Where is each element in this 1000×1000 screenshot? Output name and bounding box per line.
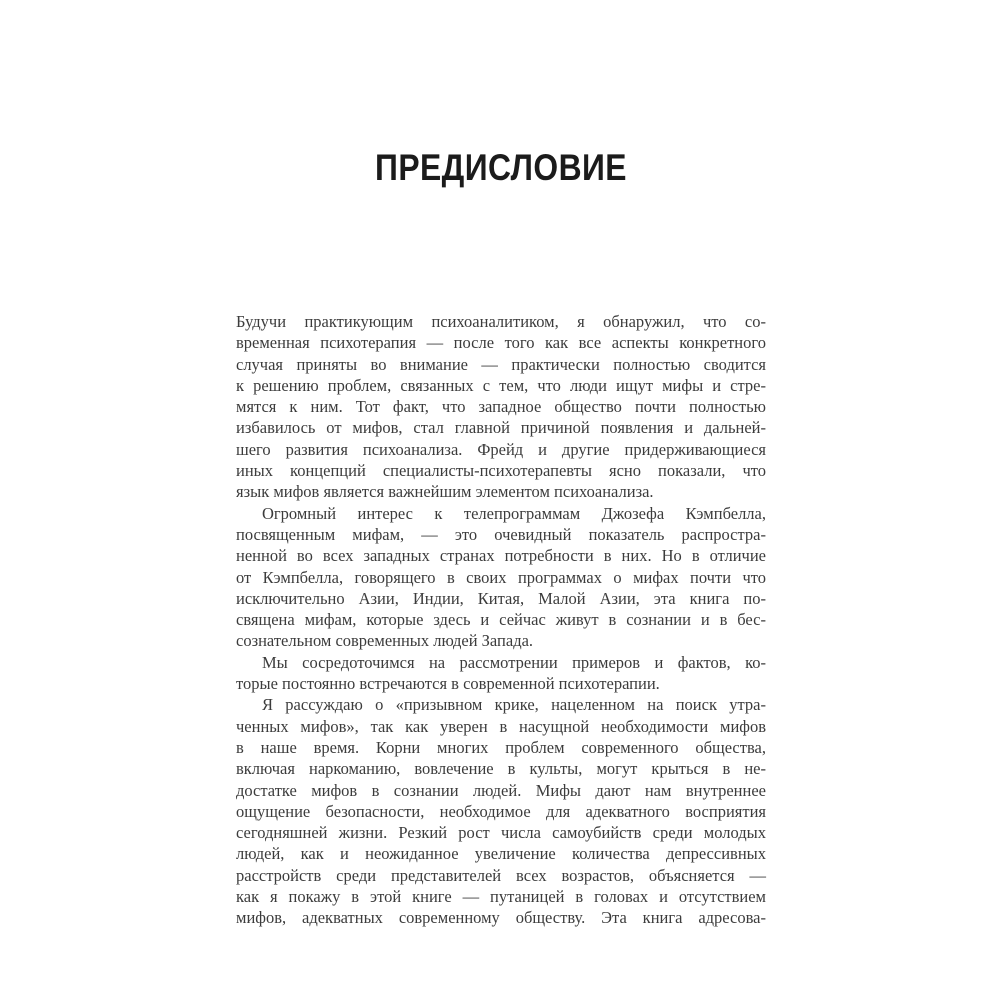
text-line: от Кэмпбелла, говорящего в своих программах о мифах почти что — [236, 567, 766, 587]
text-line: Мы сосредоточимся на рассмотрении примеров и фактов, ко- — [262, 652, 766, 672]
text-line: торые постоянно встречаются в современной психотерапии. — [236, 674, 660, 694]
text-line: язык мифов является важнейшим элементом психоанализа. — [236, 482, 654, 502]
text-line: случая приняты во внимание — практически полностью сводится — [236, 354, 766, 374]
paragraph — [236, 694, 766, 928]
text-line: достатке мифов в сознании людей. Мифы дают нам внутреннее — [236, 780, 766, 800]
text-line: иных концепций специалисты-психотерапевты ясно показали, что — [236, 461, 766, 481]
text-line: временная психотерапия — после того как все аспекты конкретного — [236, 333, 766, 353]
text-line: включая наркоманию, вовлечение в культы, могут крыться в не- — [236, 759, 766, 779]
text-line: мифов, адекватных современному обществу. Эта книга адресова- — [236, 908, 766, 928]
text-line: в наше время. Корни многих проблем современного общества, — [236, 737, 766, 757]
paragraph — [236, 311, 766, 503]
text-line: людей, как и неожиданное увеличение количества депрессивных — [236, 844, 766, 864]
text-line: избавилось от мифов, стал главной причиной появления и дальней- — [236, 418, 766, 438]
text-line: сегодняшней жизни. Резкий рост числа самоубийств среди молодых — [236, 823, 766, 843]
text-line: Будучи практикующим психоаналитиком, я обнаружил, что со- — [236, 312, 766, 331]
text-line: ченных мифов», так как уверен в насущной необходимости мифов — [236, 716, 766, 736]
text-line: ненной во всех западных странах потребности в них. Но в отличие — [236, 546, 766, 566]
body-text-block — [236, 311, 766, 929]
text-line: расстройств среди представителей всех возрастов, объясняется — — [236, 865, 766, 885]
paragraph — [236, 503, 766, 652]
text-line: Я рассуждаю о «призывном крике, нацеленном на поиск утра- — [262, 695, 766, 715]
paragraph — [236, 652, 766, 695]
text-line: священа мифам, которые здесь и сейчас живут в сознании и в бес- — [236, 610, 766, 630]
text-line: мятся к ним. Тот факт, что западное общество почти полностью — [236, 397, 766, 417]
text-line: к решению проблем, связанных с тем, что люди ищут мифы и стре- — [236, 375, 766, 395]
chapter-title: ПРЕДИСЛОВИЕ — [375, 147, 627, 188]
text-line: шего развития психоанализа. Фрейд и другие придерживающиеся — [236, 439, 766, 459]
text-line: Огромный интерес к телепрограммам Джозефа Кэмпбелла, — [262, 503, 766, 523]
text-line: как я покажу в этой книге — путаницей в головах и отсутствием — [236, 887, 766, 907]
text-line: исключительно Азии, Индии, Китая, Малой Азии, эта книга по- — [236, 588, 766, 608]
text-line: ощущение безопасности, необходимое для адекватного восприятия — [236, 801, 766, 821]
text-line: посвященным мифам, — это очевидный показатель распростра- — [236, 524, 766, 544]
text-line: сознательном современных людей Запада. — [236, 631, 534, 651]
